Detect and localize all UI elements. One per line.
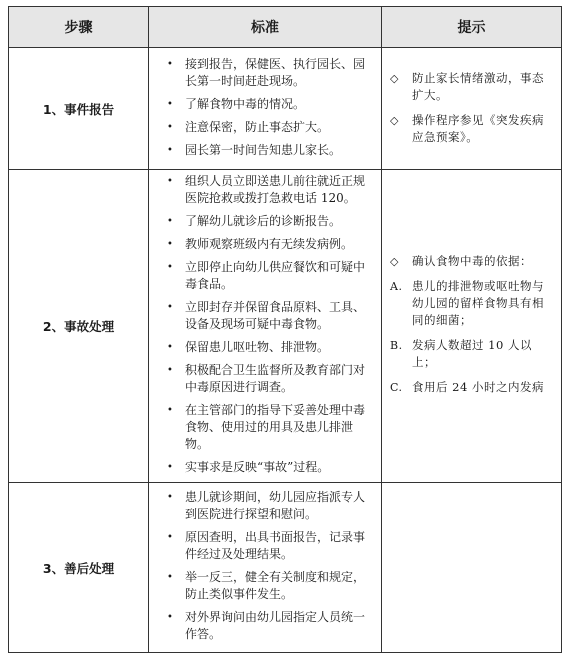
bullet-icon: • [167, 492, 173, 503]
standard-item [163, 119, 371, 136]
diamond-icon: ◇ [390, 72, 399, 85]
bullet-icon: • [167, 239, 173, 250]
standard-text: 积极配合卫生监督所及教育部门对中毒原因进行调查。 [185, 363, 366, 394]
standard-text: 实事求是反映“事故”过程。 [185, 460, 330, 474]
tips-cell [382, 170, 562, 483]
bullet-icon: • [167, 342, 173, 353]
standard-text: 举一反三，健全有关制度和规定，防止类似事件发生。 [185, 570, 366, 601]
standard-item [163, 236, 371, 253]
bullet-icon: • [167, 58, 173, 70]
diamond-icon: ◇ [390, 254, 399, 268]
bullet-icon: • [167, 532, 173, 543]
standard-text: 组织人员立即送患儿前往就近正规医院抢救或拨打急救电话 120。 [185, 174, 366, 205]
tip-item [390, 379, 553, 396]
standard-text: 对外界询问由幼儿园指定人员统一作答。 [185, 610, 366, 641]
table-row [9, 48, 562, 170]
standard-list [163, 56, 371, 159]
standard-list [163, 173, 371, 476]
tip-text: 防止家长情绪激动，事态扩大。 [412, 71, 544, 102]
standard-item [163, 142, 371, 159]
standard-cell [149, 48, 382, 170]
standard-item [163, 56, 371, 90]
standard-item [163, 96, 371, 113]
tip-text: 患儿的排泄物或呕吐物与幼儿园的留样食物具有相同的细菌； [412, 278, 544, 327]
standard-item [163, 259, 371, 293]
standard-item [163, 569, 371, 603]
standard-item [163, 299, 371, 333]
procedure-table [8, 6, 561, 641]
tip-item [390, 278, 553, 329]
standard-text: 了解幼儿就诊后的诊断报告。 [185, 214, 342, 228]
standard-cell [149, 483, 382, 653]
standard-text: 了解食物中毒的情况。 [185, 96, 306, 111]
bullet-icon: • [167, 262, 173, 273]
tip-marker: C. [390, 380, 403, 394]
tips-list [390, 70, 553, 146]
standard-text: 接到报告，保健医、执行园长、园长第一时间赶赴现场。 [185, 56, 366, 88]
header-standard: 标准 [149, 7, 382, 48]
standard-text: 教师观察班级内有无续发病例。 [185, 237, 354, 251]
standard-item [163, 173, 371, 207]
header-row [9, 7, 562, 48]
tip-item [390, 70, 553, 104]
step-cell: 3、善后处理 [9, 483, 149, 653]
step-cell: 2、事故处理 [9, 170, 149, 483]
standard-text: 患儿就诊期间，幼儿园应指派专人到医院进行探望和慰问。 [185, 490, 366, 521]
standard-item [163, 362, 371, 396]
header-step: 步骤 [9, 7, 149, 48]
tip-text: 食用后 24 小时之内发病 [412, 379, 544, 394]
standard-item [163, 339, 371, 356]
table-row [9, 483, 562, 653]
bullet-icon: • [167, 216, 173, 227]
bullet-icon: • [167, 121, 173, 133]
standard-item [163, 459, 371, 476]
standard-text: 立即停止向幼儿供应餐饮和可疑中毒食品。 [185, 260, 366, 291]
standard-cell [149, 170, 382, 483]
standard-text: 立即封存并保留食品原料、工具、设备及现场可疑中毒食物。 [185, 300, 366, 331]
bullet-icon: • [167, 302, 173, 313]
standard-text: 注意保密，防止事态扩大。 [185, 119, 330, 134]
tip-marker: B. [390, 338, 403, 352]
standard-text: 原因查明，出具书面报告，记录事件经过及处理结果。 [185, 530, 366, 561]
bullet-icon: • [167, 176, 173, 187]
tip-text: 确认食物中毒的依据： [412, 253, 532, 268]
standard-item [163, 402, 371, 453]
tips-list [390, 253, 553, 396]
standard-item [163, 489, 371, 523]
standard-text: 保留患儿呕吐物、排泄物。 [185, 340, 330, 354]
tip-item [390, 337, 553, 371]
header-tips: 提示 [382, 7, 562, 48]
tip-text: 发病人数超过 10 人以上； [412, 337, 532, 369]
standard-list [163, 489, 371, 643]
standard-text: 园长第一时间告知患儿家长。 [185, 142, 342, 157]
tip-item [390, 112, 553, 146]
tip-item [390, 253, 553, 270]
table-row [9, 170, 562, 483]
bullet-icon: • [167, 612, 173, 623]
tips-cell [382, 48, 562, 170]
bullet-icon: • [167, 462, 173, 473]
tip-marker: A. [390, 279, 403, 293]
standard-text: 在主管部门的指导下妥善处理中毒食物、使用过的用具及患儿排泄物。 [185, 403, 366, 451]
bullet-icon: • [167, 572, 173, 583]
bullet-icon: • [167, 365, 173, 376]
standard-item [163, 609, 371, 643]
step-cell: 1、事件报告 [9, 48, 149, 170]
standard-item [163, 213, 371, 230]
bullet-icon: • [167, 144, 173, 156]
bullet-icon: • [167, 405, 173, 416]
standard-item [163, 529, 371, 563]
tip-text: 操作程序参见《突发疾病应急预案》。 [412, 113, 544, 144]
diamond-icon: ◇ [390, 114, 399, 127]
bullet-icon: • [167, 98, 173, 110]
tips-cell [382, 483, 562, 653]
